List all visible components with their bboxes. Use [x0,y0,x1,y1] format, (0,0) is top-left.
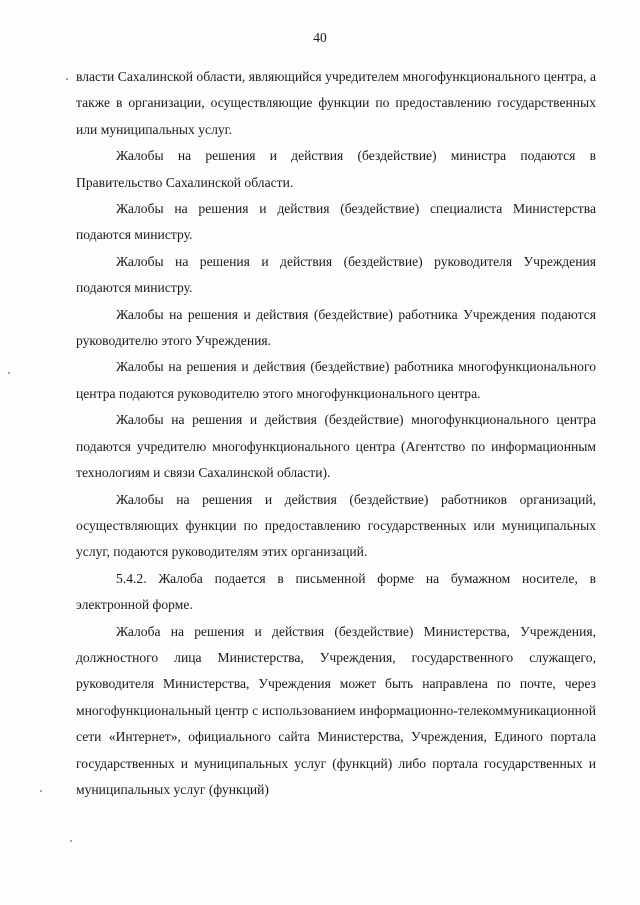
page-number: 40 [313,30,327,45]
document-body [76,64,596,803]
paragraph: Жалобы на решения и действия (бездействие) работника многофункционального центра подаются руководителю этого многофункционального центра. [76,359,596,401]
scan-speck [66,78,68,80]
paragraph: Жалоба на решения и действия (бездействие) Министерства, Учреждения, должностного лица Министерства, Учреждения, государственного служащего, руководителя Министерства, Учреждения может быть направлена по почте, через многофункциональный центр с использованием информационно-телекоммуникационной сети «Интернет», официального сайта Министерства, Учреждения, Единого портала государственных и муниципальных услуг (функций) либо портала государственных и муниципальных услуг (функций) [76,623,596,797]
paragraph: Жалобы на решения и действия (бездействие) многофункционального центра подаются учредителю многофункционального центра (Агентство по информационным технологиям и связи Сахалинской области). [76,412,596,481]
scan-speck [40,790,42,792]
paragraph: Жалобы на решения и действия (бездействие) специалиста Министерства подаются министру. [76,201,596,243]
paragraph: Жалобы на решения и действия (бездействие) работника Учреждения подаются руководителю этого Учреждения. [76,306,596,349]
paragraph: Жалобы на решения и действия (бездействие) руководителя Учреждения подаются министру. [76,253,596,296]
scan-speck [70,840,72,842]
paragraph: 5.4.2. Жалоба подается в письменной форме на бумажном носителе, в электронной форме. [76,570,596,613]
paragraph: власти Сахалинской области, являющийся учредителем многофункционального центра, а также в организации, осуществляющие функции по предоставлению государственных или муниципальных услуг. [76,69,596,137]
paragraph: Жалобы на решения и действия (бездействие) работников организаций, осуществляющих функции по предоставлению государственных или муниципальных услуг, подаются руководителям этих организаций. [76,491,596,560]
paragraph: Жалобы на решения и действия (бездействие) министра подаются в Правительство Сахалинской области. [76,148,596,190]
scan-speck [8,372,10,374]
